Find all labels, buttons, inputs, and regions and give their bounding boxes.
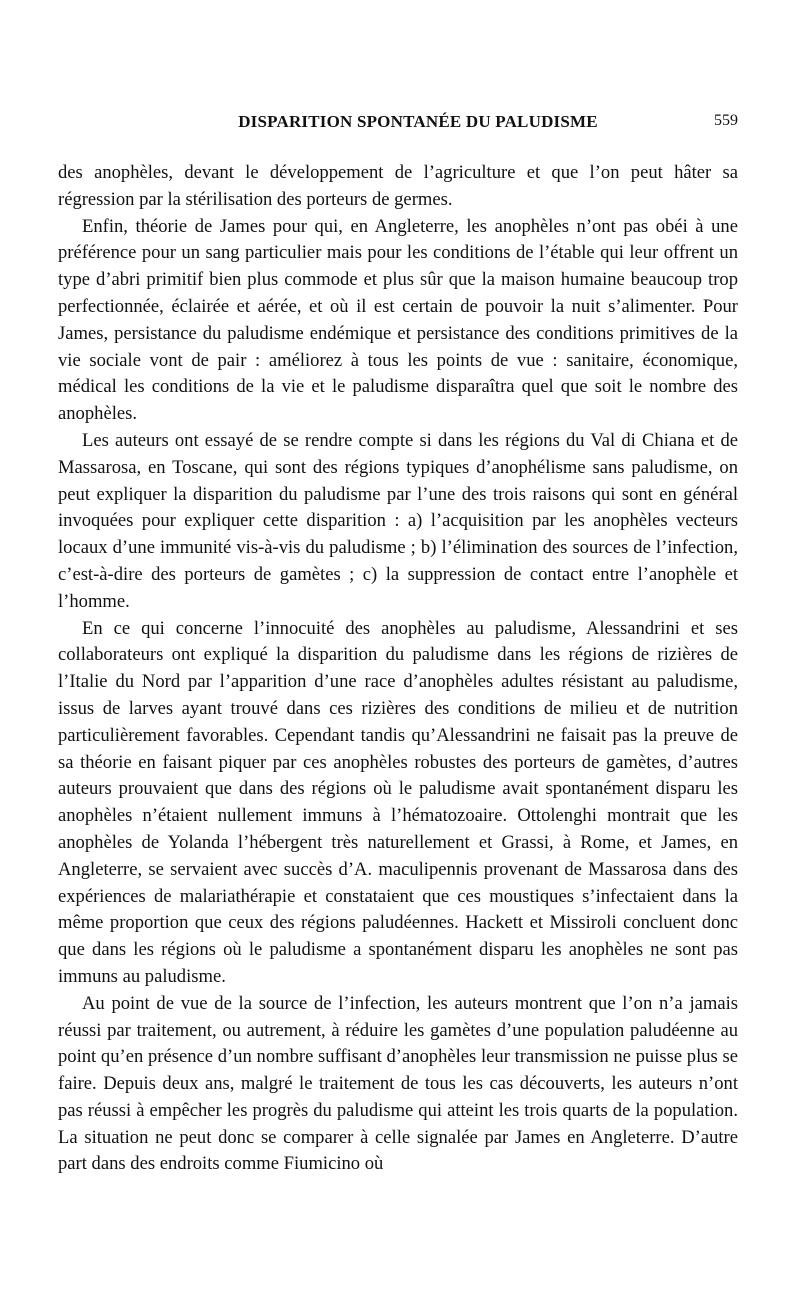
page-number: 559 [714, 112, 738, 129]
paragraph-continuation: des anophèles, devant le développement de l’agriculture et que l’on peut hâter sa régression par la stérilisation des porteurs de germes. [58, 162, 738, 210]
running-head [58, 112, 738, 138]
paragraph-innocuity: En ce qui concerne l’innocuité des anophèles au paludisme, Alessandrini et ses collaborateurs ont expliqué la disparition du paludisme dans les régions de rizières de l’Italie du Nord par l’apparition d’une race d’anophèles adultes résistant au paludisme, issus de larves ayant trouvé dans ces rizières des conditions de milieu et de nutrition particulièrement favorables. Cependant tandis qu’Alessandrini ne faisait pas la preuve de sa théorie en faisant piquer par ces anophèles robustes des porteurs de gamètes, d’autres auteurs prouvaient que dans des régions où le paludisme avait spontanément disparu les anophèles n’étaient nullement immuns à l’hématozoaire. Ottolenghi montrait que les anophèles de Yolanda l’hébergent très naturellement et Grassi, à Rome, et James, en Angleterre, se servaient avec succès d’A. maculipennis provenant de Massarosa dans des expériences de malariathérapie et constataient que ces moustiques s’infectaient dans la même proportion que ceux des régions paludéennes. Hackett et Missiroli concluent donc que dans les régions où le paludisme a spontanément disparu les anophèles ne sont pas immuns au paludisme. [58, 617, 738, 987]
paragraph-source-of-infection: Au point de vue de la source de l’infection, les auteurs montrent que l’on n’a jamais réussi par traitement, ou autrement, à réduire les gamètes d’une population paludéenne au point qu’en présence d’un nombre suffisant d’anophèles leur transmission ne puisse plus se faire. Depuis deux ans, malgré le traitement de tous les cas découverts, les auteurs n’ont pas réussi à empêcher les progrès du paludisme qui atteint les trois quarts de la population. La situation ne peut donc se comparer à celle signalée par James en Angleterre. D’autre part dans des endroits comme Fiumicino où [58, 992, 738, 1175]
body-text [58, 160, 738, 1178]
paragraph-val-di-chiana: Les auteurs ont essayé de se rendre compte si dans les régions du Val di Chiana et de Massarosa, en Toscane, qui sont des régions typiques d’anophélisme sans paludisme, on peut expliquer la disparition du paludisme par l’une des trois raisons qui sont en général invoquées pour expliquer cette disparition : a) l’acquisition par les anophèles vecteurs locaux d’une immunité vis-à-vis du paludisme ; b) l’élimination des sources de l’infection, c’est-à-dire des porteurs de gamètes ; c) la suppression de contact entre l’anophèle et l’homme. [58, 429, 738, 612]
running-title: DISPARITION SPONTANÉE DU PALUDISME [238, 112, 598, 131]
book-page [58, 112, 738, 1178]
paragraph-james-theory: Enfin, théorie de James pour qui, en Angleterre, les anophèles n’ont pas obéi à une préférence pour un sang particulier mais pour les conditions de l’étable qui leur offrent un type d’abri primitif bien plus commode et plus sûr que la maison humaine beaucoup trop perfectionnée, éclairée et aérée, et où il est certain de pouvoir la nuit s’alimenter. Pour James, persistance du paludisme endémique et persistance des conditions primitives de la vie sociale vont de pair : améliorez à tous les points de vue : sanitaire, économique, médical les conditions de la vie et le paludisme disparaîtra quel que soit le nombre des anophèles. [58, 215, 738, 425]
